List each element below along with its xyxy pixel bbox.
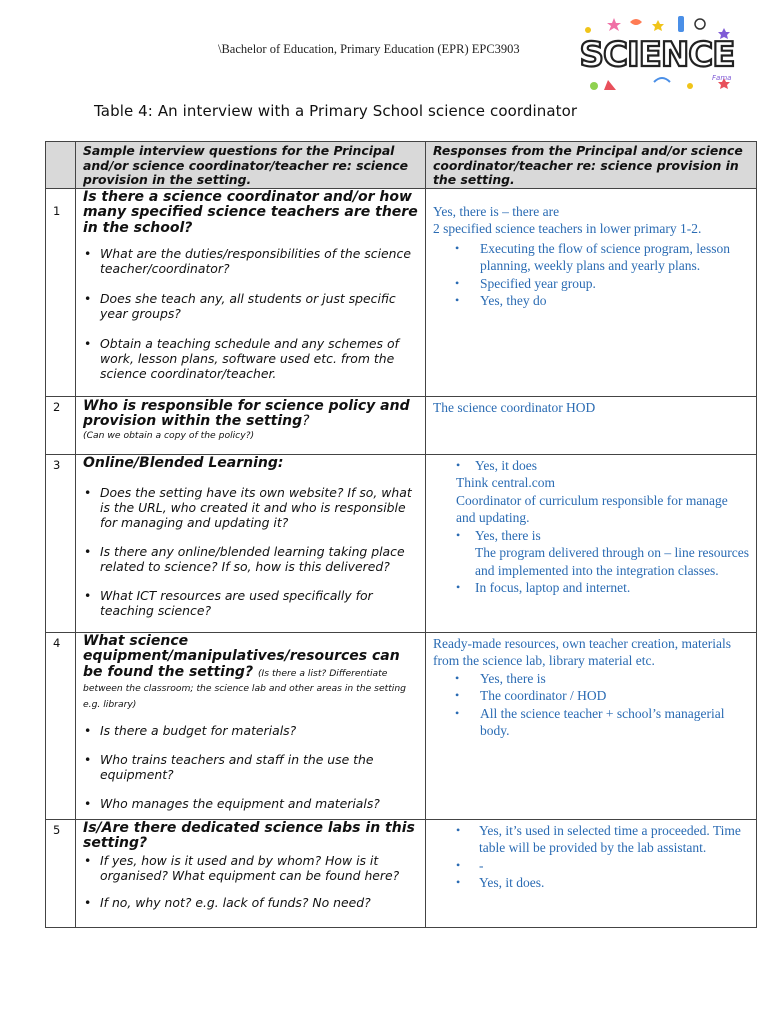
- response-cell: [426, 396, 757, 454]
- header-responses-cell: [426, 142, 757, 189]
- list-item: • Yes, it does.: [456, 875, 545, 890]
- row-number: 1: [53, 203, 61, 218]
- sub-question-text: Who trains teachers and staff in the use the equipment?: [100, 752, 374, 782]
- table-row: [46, 188, 757, 396]
- sub-question-text: If no, why not? e.g. lack of funds? No need?: [100, 894, 371, 910]
- question-cell: [76, 188, 426, 396]
- table-row: [46, 454, 757, 632]
- response-line: The science coordinator HOD: [433, 399, 596, 415]
- table-row: [46, 396, 757, 454]
- header-questions-text: Sample interview questions for the Principal and/or science coordinator/teacher re: science provision in the setting.: [83, 143, 409, 187]
- response-line: Think central.com: [456, 475, 555, 490]
- list-item: • Yes, there is: [456, 527, 541, 543]
- response-bullet-text: Yes, it’s used in selected time a proceeded. Time table will be provided by the lab assistant.: [479, 822, 741, 855]
- sub-question-text: Does she teach any, all students or just specific year groups?: [100, 291, 396, 321]
- row-number: 4: [53, 635, 61, 650]
- response-block: [426, 189, 756, 310]
- list-item: • Is there a budget for materials?: [100, 723, 419, 738]
- response-bullet-text: All the science teacher + school’s managerial body.: [480, 705, 725, 738]
- response-line: Coordinator of curriculum responsible for manage and updating.: [456, 492, 728, 525]
- logo-word: SCIENCE: [579, 35, 735, 75]
- table-header-row: [46, 142, 757, 189]
- response-line: The program delivered through on – line resources and implemented into the integration classes.: [475, 545, 750, 578]
- question-note: (Is there a list? Differentiate between the classroom; the science lab and other areas in the setting e.g. library): [83, 667, 407, 710]
- list-item: • -: [456, 857, 484, 873]
- response-bullet-text: -: [479, 857, 484, 873]
- list-item: • If no, why not? e.g. lack of funds? No need?: [100, 895, 419, 910]
- sub-question-text: Who manages the equipment and materials?: [100, 796, 380, 811]
- response-list: [456, 579, 750, 597]
- response-bullet-text: Yes, it does: [475, 457, 538, 473]
- list-item: • Executing the flow of science program, lesson planning, weekly plans and yearly plans.: [455, 240, 731, 273]
- sub-question-list: [76, 853, 425, 910]
- row-number-cell: [46, 396, 76, 454]
- header-questions-cell: [76, 142, 426, 189]
- question-cell: [76, 819, 426, 927]
- list-item: • If yes, how is it used and by whom? How is it organised? What equipment can be found here?: [100, 853, 419, 883]
- response-line: Yes, there is – there are: [433, 203, 560, 219]
- question-cell: [76, 454, 426, 632]
- sub-question-text: Does the setting have its own website? If so, what is the URL, who created it and who is responsible for managing and updating it?: [100, 485, 412, 530]
- list-item: • Does she teach any, all students or just specific year groups?: [100, 291, 419, 321]
- row-number-cell: [46, 188, 76, 396]
- list-item: • Obtain a teaching schedule and any schemes of work, lesson plans, software used etc. from the science coordinator/teacher.: [100, 336, 419, 381]
- list-item: • What are the duties/responsibilities of the science teacher/coordinator?: [100, 246, 419, 276]
- question-cell: [76, 632, 426, 819]
- response-block: [426, 633, 756, 740]
- table-title: Table 4: An interview with a Primary School science coordinator: [94, 102, 578, 120]
- question-text: Is there a science coordinator and/or how many specified science teachers are there in the school?: [83, 188, 418, 236]
- response-bullet-text: The coordinator / HOD: [480, 688, 607, 703]
- header-responses-text: Responses from the Principal and/or science coordinator/teacher re: science provision in the setting.: [433, 143, 743, 187]
- interview-table: [45, 141, 757, 928]
- response-list: [433, 240, 750, 310]
- question-note: (Can we obtain a copy of the policy?): [83, 429, 255, 441]
- response-bullet-text: Executing the flow of science program, lesson planning, weekly plans and yearly plans.: [480, 240, 731, 273]
- response-block: [426, 455, 756, 597]
- question-text: Online/Blended Learning:: [83, 454, 284, 471]
- list-item: • All the science teacher + school’s managerial body.: [455, 705, 725, 738]
- response-list: [456, 457, 750, 475]
- response-bullet-text: Yes, they do: [480, 293, 547, 308]
- response-cell: [426, 632, 757, 819]
- row-number: 5: [53, 822, 61, 837]
- table-row: [46, 632, 757, 819]
- list-item: • What ICT resources are used specifically for teaching science?: [100, 588, 419, 618]
- row-number-cell: [46, 819, 76, 927]
- course-header: \Bachelor of Education, Primary Education (EPR) EPC3903: [218, 42, 520, 56]
- sub-question-list: [76, 723, 425, 811]
- response-bullet-text: Yes, there is: [475, 527, 541, 543]
- sub-question-text: Is there a budget for materials?: [100, 723, 297, 738]
- table-row: [46, 819, 757, 927]
- sub-question-text: What are the duties/responsibilities of the science teacher/coordinator?: [100, 246, 411, 276]
- question-cell: [76, 396, 426, 454]
- sub-question-text: If yes, how is it used and by whom? How is it organised? What equipment can be found here?: [100, 852, 400, 883]
- question-suffix: ?: [302, 413, 310, 429]
- list-item: • Does the setting have its own website? If so, what is the URL, who created it and who is responsible for managing and updating it?: [100, 485, 419, 530]
- response-list: [456, 822, 750, 892]
- response-cell: [426, 454, 757, 632]
- response-bullet-text: Specified year group.: [480, 275, 596, 291]
- logo-tag: Fama: [712, 74, 732, 82]
- row-number-cell: [46, 632, 76, 819]
- response-list: [433, 670, 750, 740]
- question-text: [76, 633, 425, 712]
- list-item: • The coordinator / HOD: [455, 688, 607, 703]
- question-text: [76, 397, 425, 430]
- list-item: • Yes, it does: [456, 457, 538, 473]
- question-main: What science equipment/manipulatives/resources can be found the setting?: [83, 632, 400, 680]
- list-item: • Yes, they do: [455, 293, 547, 308]
- response-bullet-text: Yes, it does.: [479, 875, 545, 890]
- response-block: [426, 820, 756, 892]
- question-main: Who is responsible for science policy and provision within the setting: [83, 397, 410, 429]
- response-bullet-text: Yes, there is: [480, 670, 546, 686]
- list-item: • Is there any online/blended learning taking place related to science? If so, how is this delivered?: [100, 544, 419, 574]
- response-block: [426, 397, 756, 417]
- header-num-cell: [46, 142, 76, 189]
- list-item: • Yes, there is: [455, 670, 546, 686]
- response-bullet-text: In focus, laptop and internet.: [475, 580, 631, 595]
- response-cell: [426, 819, 757, 927]
- question-text: Is/Are there dedicated science labs in this setting?: [83, 819, 415, 851]
- row-number: 3: [53, 457, 61, 472]
- list-item: • Yes, it’s used in selected time a proceeded. Time table will be provided by the lab assistant.: [456, 822, 741, 855]
- row-number-cell: [46, 454, 76, 632]
- response-line: Ready-made resources, own teacher creation, materials from the science lab, library material etc.: [433, 635, 731, 668]
- sub-question-text: Obtain a teaching schedule and any schemes of work, lesson plans, software used etc. from the science coordinator/teacher.: [100, 336, 399, 381]
- list-item: • In focus, laptop and internet.: [456, 580, 631, 595]
- list-item: • Specified year group.: [455, 275, 596, 291]
- response-cell: [426, 188, 757, 396]
- response-line: 2 specified science teachers in lower primary 1-2.: [433, 221, 702, 236]
- list-item: • Who trains teachers and staff in the use the equipment?: [100, 752, 419, 782]
- sub-question-list: [76, 485, 425, 618]
- science-logo: [574, 14, 740, 96]
- sub-question-text: What ICT resources are used specifically for teaching science?: [100, 588, 373, 618]
- row-number: 2: [53, 399, 61, 414]
- sub-question-list: [76, 246, 425, 381]
- response-list: [456, 527, 750, 545]
- sub-question-text: Is there any online/blended learning taking place related to science? If so, how is this delivered?: [100, 544, 405, 574]
- list-item: • Who manages the equipment and materials?: [100, 796, 419, 811]
